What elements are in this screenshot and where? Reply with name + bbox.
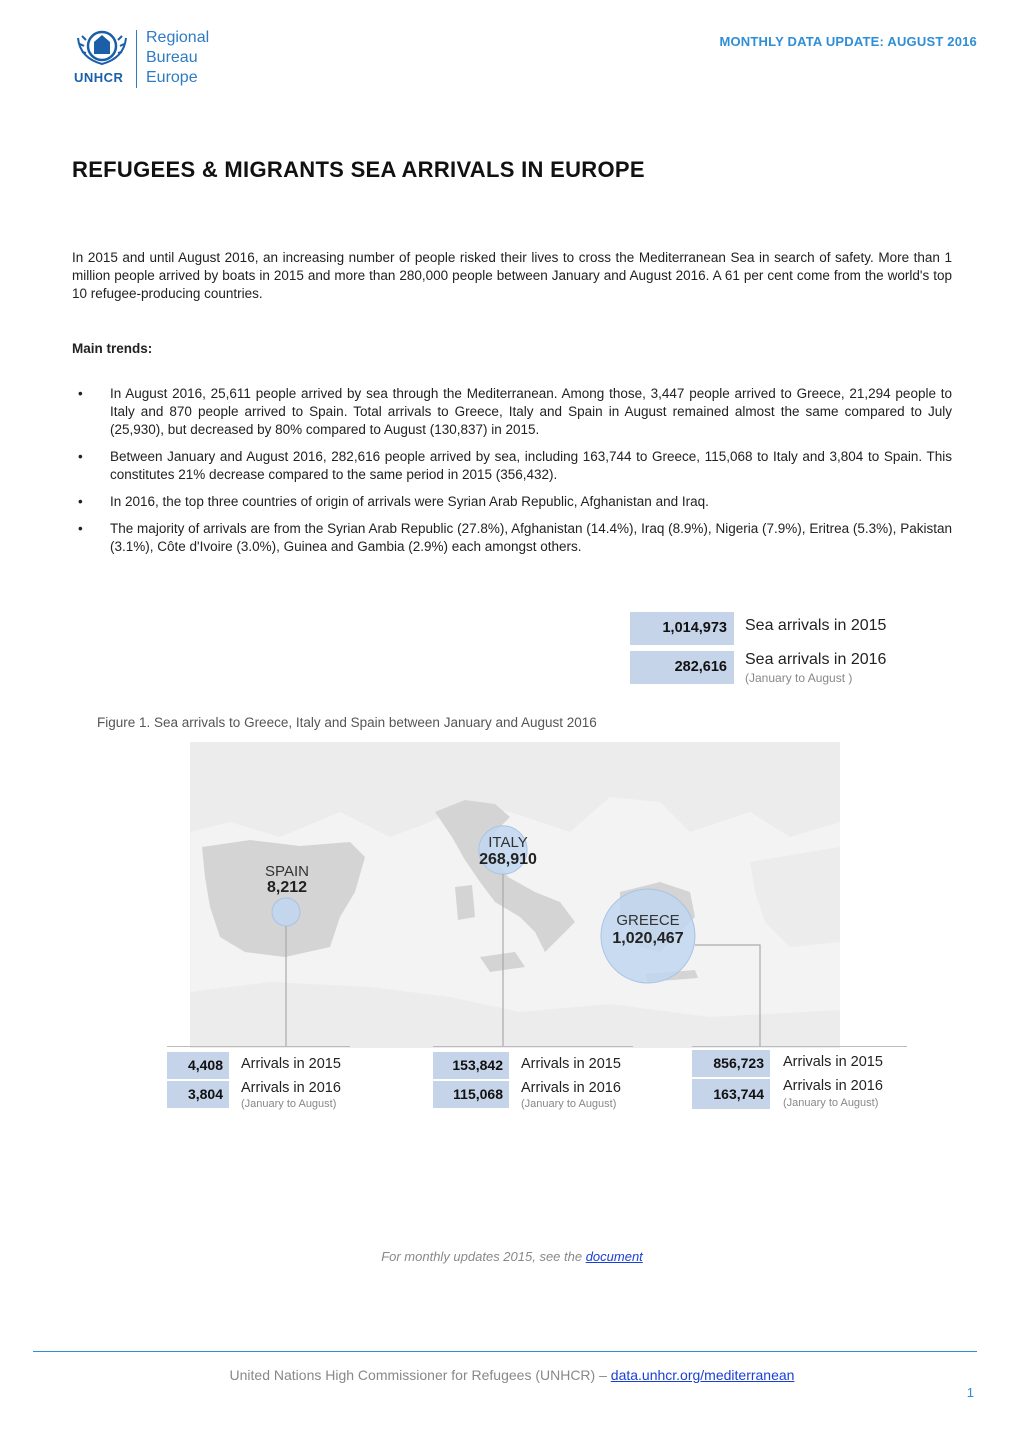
italy-2015-label: Arrivals in 2015 — [521, 1056, 621, 1072]
spain-2016-period: (January to August) — [241, 1098, 337, 1110]
mediterranean-data-link[interactable]: data.unhcr.org/mediterranean — [610, 1367, 795, 1383]
trend-item — [72, 520, 952, 556]
logo-line-3: Europe — [146, 69, 198, 86]
greece-2016-value: 163,744 — [692, 1079, 770, 1109]
bullet-icon: • — [78, 521, 83, 536]
italy-2016-period: (January to August) — [521, 1098, 617, 1110]
spain-2015-label: Arrivals in 2015 — [241, 1056, 341, 1072]
total-2016-value: 282,616 — [630, 651, 734, 684]
footer-text: United Nations High Commissioner for Refugees (UNHCR) – — [229, 1367, 611, 1383]
figure-caption: Figure 1. Sea arrivals to Greece, Italy and Spain between January and August 2016 — [97, 715, 597, 730]
page-title: REFUGEES & MIGRANTS SEA ARRIVALS IN EUROPE — [72, 157, 645, 182]
trend-item — [72, 448, 952, 484]
update-label: MONTHLY DATA UPDATE: AUGUST 2016 — [719, 34, 977, 49]
italy-2015-value: 153,842 — [433, 1052, 509, 1079]
italy-2016-label: Arrivals in 2016 — [521, 1080, 621, 1096]
logo-line-1: Regional — [146, 29, 210, 46]
italy-label: ITALY — [488, 834, 528, 851]
total-2015-label: Sea arrivals in 2015 — [745, 617, 887, 634]
trend-item — [72, 385, 952, 439]
total-2016-period: (January to August ) — [745, 671, 853, 685]
spain-bubble — [272, 898, 300, 926]
trend-text: In 2016, the top three countries of origin of arrivals were Syrian Arab Republic, Afghanistan and Iraq. — [110, 494, 709, 509]
bullet-icon: • — [78, 449, 83, 464]
greece-2016-label: Arrivals in 2016 — [783, 1078, 883, 1094]
unhcr-logo — [72, 28, 222, 92]
italy-total: 268,910 — [479, 851, 537, 868]
total-2015-value: 1,014,973 — [630, 612, 734, 645]
logo-line-2: Bureau — [146, 49, 198, 66]
spain-total: 8,212 — [266, 879, 308, 896]
trend-text: The majority of arrivals are from the Syrian Arab Republic (27.8%), Afghanistan (14.4%), Iraq (8.9%), Nigeria (7.9%), Eritrea (5.3%), Pakistan (3.1%), Côte d'Ivoire (3.0%), Guinea and Gambia (2.9%) each amongst others. — [110, 521, 952, 554]
footer — [0, 1367, 1024, 1383]
intro-paragraph: In 2015 and until August 2016, an increasing number of people risked their lives to cross the Mediterranean Sea in search of safety. More than 1 million people arrived by boats in 2015 and more than 280,000 people between January and August 2016. A 61 per cent come from the world's top 10 refugee-producing countries. — [72, 250, 952, 301]
greece-total: 1,020,467 — [612, 930, 684, 947]
unhcr-wordmark: UNHCR — [74, 70, 124, 85]
greece-2016-period: (January to August) — [783, 1097, 879, 1109]
spain-box-rule — [167, 1046, 350, 1047]
italy-box-rule — [433, 1046, 633, 1047]
greece-2015-label: Arrivals in 2015 — [783, 1054, 883, 1070]
monthly-update-note — [0, 1249, 1024, 1264]
logo-divider — [136, 30, 137, 88]
trend-text: In August 2016, 25,611 people arrived by sea through the Mediterranean. Among those, 3,447 people arrived to Greece, 21,294 people to Italy and 870 people arrived to Spain. Total arrivals to Greece, Italy and Spain in August remained almost the same compared to July (25,930), but decreased by 80% compared to August (130,837) in 2015. — [110, 386, 952, 437]
total-2016-label: Sea arrivals in 2016 — [745, 651, 887, 668]
footer-divider — [33, 1351, 977, 1352]
greece-box-rule — [692, 1046, 907, 1047]
spain-2016-value: 3,804 — [167, 1081, 229, 1108]
document-link[interactable]: document — [585, 1249, 643, 1264]
trend-item — [72, 493, 952, 511]
italy-2016-value: 115,068 — [433, 1081, 509, 1108]
sardinia-land — [455, 885, 475, 920]
spain-label: SPAIN — [265, 863, 309, 880]
regional-bureau-label — [146, 28, 209, 88]
spain-2016-label: Arrivals in 2016 — [241, 1080, 341, 1096]
trends-heading: Main trends: — [72, 341, 153, 356]
bullet-icon: • — [78, 494, 83, 509]
note-text: For monthly updates 2015, see the — [381, 1249, 586, 1264]
greece-2015-value: 856,723 — [692, 1050, 770, 1077]
page-number: 1 — [966, 1385, 974, 1400]
trend-text: Between January and August 2016, 282,616 people arrived by sea, including 163,744 to Greece, 115,068 to Italy and 3,804 to Spain. This constitutes 21% decrease compared to the same period in 2015 (356,432). — [110, 449, 952, 482]
greece-label: GREECE — [616, 912, 680, 929]
trends-list — [72, 385, 952, 565]
bullet-icon: • — [78, 386, 83, 401]
spain-2015-value: 4,408 — [167, 1052, 229, 1079]
unhcr-emblem-icon — [72, 28, 132, 72]
